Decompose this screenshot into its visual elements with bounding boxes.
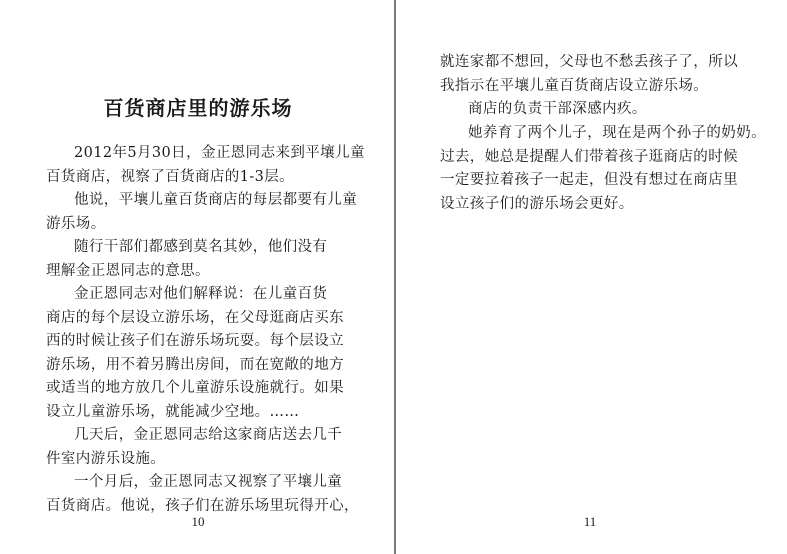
text-line: 金正恩同志对他们解释说：在儿童百货 (74, 286, 328, 302)
paragraph (46, 142, 365, 189)
text-line: 他说，平壤儿童百货商店的每层都要有儿童 (74, 192, 358, 208)
text-line: 游乐场，用不着另腾出房间，而在宽敞的地方 (46, 356, 344, 373)
paragraph (46, 236, 356, 283)
text-line: 设立儿童游乐场，就能减少空地。…… (46, 403, 300, 420)
text-line: 商店的每个层设立游乐场，在父母逛商店买东 (46, 309, 344, 326)
text-line: 或适当的地方放几个儿童游乐设施就行。如果 (46, 380, 344, 396)
text-line: 百货商店，视察了百货商店的1-3层。 (46, 168, 295, 185)
paragraph (440, 122, 766, 216)
paragraph (46, 189, 356, 236)
right-page (396, 0, 787, 554)
page-number: 10 (191, 514, 205, 529)
text-line: 她养育了两个儿子，现在是两个孙子的奶奶。 (468, 125, 766, 141)
text-line: 随行干部们都感到莫名其妙，他们没有 (74, 239, 328, 255)
paragraph (440, 51, 758, 98)
text-line: 我指示在平壤儿童百货商店设立游乐场。 (440, 77, 709, 94)
text-line: 一个月后，金正恩同志又视察了平壤儿童 (74, 474, 343, 490)
text-line: 商店的负责干部深感内疚。 (468, 101, 647, 117)
text-line: 游乐场。 (46, 215, 106, 232)
text-line: 百货商店。他说，孩子们在游乐场里玩得开心， (46, 497, 359, 514)
text-line: 理解金正恩同志的意思。 (46, 262, 210, 279)
chapter-title: 百货商店里的游乐场 (103, 96, 293, 120)
text-line: 过去，她总是提醒人们带着孩子逛商店的时候 (440, 148, 738, 165)
paragraph (46, 424, 356, 471)
paragraph (440, 98, 758, 122)
paragraph (46, 283, 356, 424)
paragraph (46, 471, 359, 518)
text-line: 西的时候让孩子们在游乐场玩耍。每个层设立 (46, 333, 344, 349)
text-line: 件室内游乐设施。 (46, 450, 166, 467)
text-line: 一定要拉着孩子一起走，但没有想过在商店里 (440, 172, 738, 188)
text-line: 2012年5月30日，金正恩同志来到平壤儿童 (74, 145, 365, 161)
text-line: 几天后，金正恩同志给这家商店送去几千 (74, 427, 343, 443)
text-line: 设立孩子们的游乐场会更好。 (440, 195, 634, 212)
page-number: 11 (583, 514, 597, 529)
text-line: 就连家都不想回，父母也不愁丢孩子了，所以 (440, 54, 738, 70)
